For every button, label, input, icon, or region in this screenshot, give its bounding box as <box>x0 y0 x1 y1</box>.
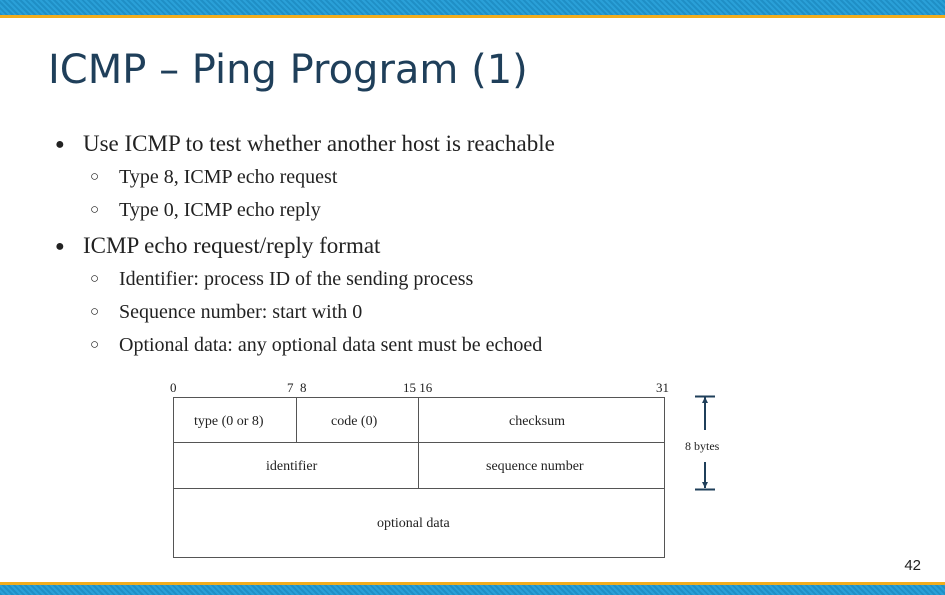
sub-bullet-text: Optional data: any optional data sent must be echoed <box>119 334 543 356</box>
bullet-item <box>55 233 380 259</box>
sub-bullet-item <box>90 166 337 189</box>
bullet-text: Use ICMP to test whether another host is reachable <box>83 131 555 156</box>
sub-bullet-marker-icon: ○ <box>90 337 100 353</box>
sub-bullet-item <box>90 334 542 357</box>
bullet-item <box>55 131 555 157</box>
field-type: type (0 or 8) <box>194 414 264 429</box>
page-number: 42 <box>904 557 921 574</box>
sub-bullet-item <box>90 268 473 291</box>
sub-bullet-text: Identifier: process ID of the sending process <box>119 268 474 290</box>
size-label: 8 bytes <box>685 439 720 453</box>
bullet-marker-icon: ● <box>55 238 65 255</box>
sub-bullet-item <box>90 301 362 324</box>
field-code: code (0) <box>331 414 378 429</box>
top-decorative-bar <box>0 0 945 18</box>
bit-label-7-8: 7 8 <box>287 380 307 395</box>
bit-label-15-16: 15 16 <box>403 380 433 395</box>
slide-title: ICMP – Ping Program (1) <box>48 47 528 93</box>
field-divider <box>418 397 419 488</box>
sub-bullet-text: Sequence number: start with 0 <box>119 301 363 323</box>
sub-bullet-marker-icon: ○ <box>90 202 100 218</box>
field-sequence-number: sequence number <box>486 459 584 474</box>
field-optional-data: optional data <box>377 516 450 531</box>
bit-label-0: 0 <box>170 380 177 395</box>
sub-bullet-marker-icon: ○ <box>90 271 100 287</box>
sub-bullet-text: Type 0, ICMP echo reply <box>119 199 321 221</box>
row-divider <box>173 488 665 489</box>
sub-bullet-marker-icon: ○ <box>90 169 100 185</box>
sub-bullet-text: Type 8, ICMP echo request <box>119 166 338 188</box>
sub-bullet-item <box>90 199 321 222</box>
bottom-decorative-bar <box>0 582 945 595</box>
field-identifier: identifier <box>266 459 318 474</box>
bullet-text: ICMP echo request/reply format <box>83 233 381 258</box>
row-divider <box>173 442 665 443</box>
bullet-marker-icon: ● <box>55 136 65 153</box>
sub-bullet-marker-icon: ○ <box>90 304 100 320</box>
bit-label-31: 31 <box>656 380 669 395</box>
field-checksum: checksum <box>509 414 565 429</box>
field-divider <box>296 397 297 442</box>
